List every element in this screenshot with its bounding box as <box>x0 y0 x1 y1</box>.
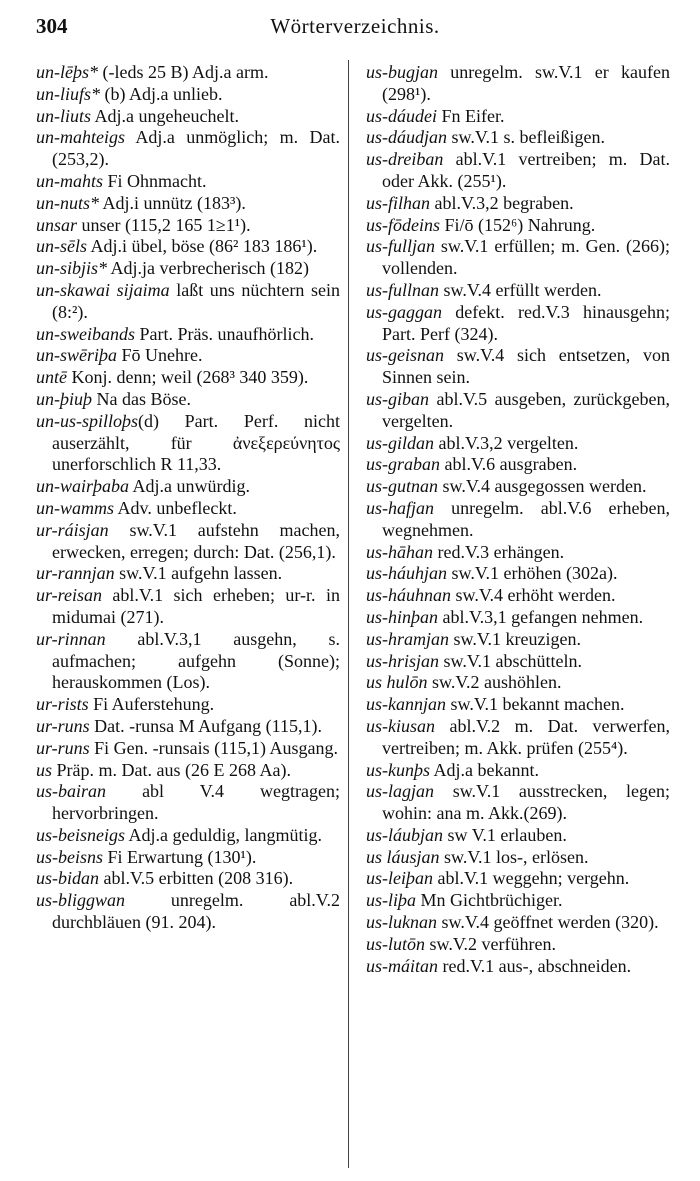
dictionary-entry <box>366 760 670 782</box>
dictionary-entry <box>36 171 340 193</box>
entry-headword: us-leiþan <box>366 868 433 889</box>
entry-headword: us-bidan <box>36 868 99 889</box>
entry-definition: sw.V.4 geöffnet werden (320). <box>437 912 659 933</box>
entry-definition: Part. Präs. unaufhörlich. <box>135 323 314 344</box>
entry-definition: sw.V.1 los-, erlösen. <box>439 846 589 867</box>
entry-definition: abl.V.1 sich erheben; ur-r. in midumai (271). <box>52 585 340 627</box>
entry-headword: us-graban <box>366 454 441 475</box>
entry-definition: sw.V.4 ausgegossen werden. <box>438 476 647 497</box>
entry-headword: us-luknan <box>366 912 437 933</box>
entry-headword: un-wairþaba <box>36 476 130 497</box>
entry-headword: un-þiuþ <box>36 388 92 409</box>
entry-headword: un-wamms <box>36 497 115 518</box>
entry-definition: sw.V.1 s. befleißigen. <box>447 127 605 148</box>
dictionary-entry <box>366 302 670 346</box>
dictionary-entry <box>366 345 670 389</box>
entry-headword: us-fulljan <box>366 236 436 257</box>
entry-headword: us-hrisjan <box>366 650 440 671</box>
entry-headword: us-háuhnan <box>366 585 451 606</box>
entry-headword: us <box>36 759 53 780</box>
dictionary-entry <box>36 367 340 389</box>
entry-headword: us-kunþs <box>366 759 430 780</box>
entry-definition: Fi Auferstehung. <box>88 694 215 715</box>
dictionary-entry <box>36 825 340 847</box>
entry-headword: us-hafjan <box>366 497 435 518</box>
entry-definition: (-leds 25 B) Adj.a arm. <box>98 62 269 82</box>
entry-definition: Mn Gichtbrüchiger. <box>416 890 563 911</box>
entry-headword: us-gutnan <box>366 476 438 497</box>
entry-definition: abl.V.1 vertreiben; m. Dat. oder Akk. (255¹). <box>382 149 670 191</box>
left-column <box>36 62 340 934</box>
dictionary-entry <box>366 280 670 302</box>
entry-headword: us-geisnan <box>366 345 444 366</box>
dictionary-entry <box>36 106 340 128</box>
entry-definition: sw.V.1 abschütteln. <box>439 650 583 671</box>
page-number: 304 <box>36 14 68 38</box>
entry-headword: us-hramjan <box>366 628 450 649</box>
entry-headword: un-mahts <box>36 170 103 191</box>
entry-definition: Adj.a bekannt. <box>430 759 539 780</box>
entry-headword: us-dáudei <box>366 105 437 126</box>
dictionary-entry <box>366 127 670 149</box>
entry-definition: abl.V.1 weggehn; vergehn. <box>433 868 630 889</box>
entry-definition: Präp. m. Dat. aus (26 E 268 Aa). <box>52 759 291 780</box>
entry-definition: sw.V.1 kreuzigen. <box>449 628 581 649</box>
dictionary-entry <box>366 215 670 237</box>
entry-definition: red.V.3 erhängen. <box>433 541 565 562</box>
entry-headword: us-dáudjan <box>366 127 447 148</box>
entry-definition: Adj.ja verbrecherisch (182) <box>107 258 309 279</box>
entry-definition: sw.V.1 erhöhen (302a). <box>447 563 618 584</box>
entry-headword: un-nuts* <box>36 192 99 213</box>
entry-definition: Fi Erwartung (130¹). <box>103 846 257 867</box>
entry-headword: ur-rists <box>36 694 89 715</box>
dictionary-entry <box>36 62 340 84</box>
entry-headword: ur-runs <box>36 715 90 736</box>
entry-definition: Konj. denn; weil (268³ 340 359). <box>67 367 309 388</box>
entry-definition: sw.V.2 verführen. <box>425 933 556 954</box>
entry-definition: (b) Adj.a unlieb. <box>100 83 223 104</box>
entry-definition: red.V.1 aus-, abschneiden. <box>438 955 632 976</box>
dictionary-entry <box>366 868 670 890</box>
entry-definition: Adj.a unmöglich; m. Dat. (253,2). <box>52 127 340 170</box>
entry-definition: sw.V.1 bekannt machen. <box>446 694 625 715</box>
dictionary-entry <box>366 607 670 629</box>
entry-headword: ur-runs <box>36 737 90 758</box>
dictionary-entry <box>366 781 670 825</box>
dictionary-entry <box>366 672 670 694</box>
entry-headword: us-lagjan <box>366 781 435 802</box>
entry-headword: us-hinþan <box>366 606 438 627</box>
entry-headword: un-lēþs* <box>36 62 98 82</box>
entry-definition: Fi Ohnmacht. <box>103 170 207 191</box>
entry-definition: abl.V.3,2 begraben. <box>430 192 574 213</box>
dictionary-entry <box>366 890 670 912</box>
entry-definition: abl V.4 wegtragen; hervorbringen. <box>52 781 340 824</box>
entry-headword: un-skawai sijaima <box>36 279 170 300</box>
entry-definition: sw.V.4 sich entsetzen, von Sinnen sein. <box>382 345 670 388</box>
entry-headword: unsar <box>36 214 78 235</box>
entry-headword: us-giban <box>366 388 429 409</box>
dictionary-entry <box>36 847 340 869</box>
entry-definition: abl.V.6 ausgraben. <box>440 454 578 475</box>
entry-headword: un-swēriþa <box>36 345 117 366</box>
dictionary-entry <box>366 236 670 280</box>
entry-definition: Fō Unehre. <box>117 345 203 366</box>
entry-definition: abl.V.3,1 ausgehn, s. aufmachen; aufgehn (Sonne); herauskommen (Los). <box>52 628 340 693</box>
entry-definition: sw.V.2 aushöhlen. <box>427 672 562 693</box>
entry-headword: us-liþa <box>366 890 417 911</box>
entry-definition: unser (115,2 165 1≥1¹). <box>77 214 251 235</box>
column-divider <box>348 60 349 1168</box>
dictionary-entry <box>366 498 670 542</box>
dictionary-entry <box>366 193 670 215</box>
dictionary-entry <box>36 127 340 171</box>
entry-headword: us-gildan <box>366 432 435 453</box>
entry-definition: abl.V.2 m. Dat. verwerfen, vertreiben; m. Akk. prüfen (255⁴). <box>382 715 670 758</box>
entry-definition: Na das Böse. <box>92 388 191 409</box>
dictionary-entry <box>36 585 340 629</box>
entry-headword: us-dreiban <box>366 149 444 170</box>
entry-headword: us-bairan <box>36 781 107 802</box>
entry-headword: ur-ráisjan <box>36 519 109 540</box>
dictionary-entry <box>36 324 340 346</box>
entry-headword: un-liufs* <box>36 83 101 104</box>
entry-definition: abl.V.3,2 vergelten. <box>434 432 579 453</box>
entry-definition: unregelm. sw.V.1 er kaufen (298¹). <box>382 62 670 104</box>
dictionary-entry <box>36 215 340 237</box>
entry-headword: ur-rinnan <box>36 628 106 649</box>
dictionary-entry <box>366 476 670 498</box>
dictionary-entry <box>366 62 670 106</box>
entry-headword: us-háuhjan <box>366 563 447 584</box>
entry-headword: us-láubjan <box>366 824 444 845</box>
entry-definition: abl.V.5 ausgeben, zurückgeben, vergelten. <box>382 388 670 431</box>
entry-definition: Fi Gen. -runsais (115,1) Ausgang. <box>89 737 338 758</box>
entry-definition: Fi/ō (152⁶) Nahrung. <box>440 214 596 235</box>
entry-definition: (d) Part. Perf. nicht auserzählt, für ἀνεξερεύνητος unerforschlich R 11,33. <box>52 410 340 475</box>
entry-definition: laßt uns nüchtern sein (8:²). <box>52 279 340 322</box>
entry-headword: un-mahteigs <box>36 127 125 148</box>
page-title: Wörterverzeichnis. <box>270 14 440 38</box>
entry-definition: Dat. -runsa M Aufgang (115,1). <box>89 715 322 736</box>
dictionary-entry <box>36 258 340 280</box>
entry-definition: Adj.a unwürdig. <box>129 476 251 497</box>
entry-definition: Adj.i übel, böse (86² 183 186¹). <box>87 236 318 257</box>
dictionary-entry <box>366 629 670 651</box>
dictionary-entry <box>366 454 670 476</box>
dictionary-entry <box>36 280 340 324</box>
dictionary-entry <box>366 433 670 455</box>
dictionary-entry <box>36 389 340 411</box>
entry-definition: sw.V.4 erfüllt werden. <box>439 279 602 300</box>
entry-definition: sw.V.1 erfüllen; m. Gen. (266); vollenden. <box>382 236 670 279</box>
entry-headword: us-máitan <box>366 955 438 976</box>
entry-headword: us-kiusan <box>366 715 435 736</box>
entry-headword: us-kannjan <box>366 694 446 715</box>
dictionary-entry <box>36 84 340 106</box>
dictionary-entry <box>36 193 340 215</box>
page-header <box>36 14 674 46</box>
dictionary-entry <box>36 411 340 476</box>
dictionary-entry <box>366 651 670 673</box>
dictionary-entry <box>36 890 340 934</box>
entry-headword: un-sweibands <box>36 323 135 344</box>
entry-headword: un-sibjis* <box>36 258 108 279</box>
dictionary-entry <box>366 149 670 193</box>
entry-definition: sw.V.1 ausstrecken, legen; wohin: ana m. Akk.(269). <box>382 781 670 824</box>
dictionary-entry <box>36 716 340 738</box>
dictionary-entry <box>366 956 670 978</box>
dictionary-entry <box>366 912 670 934</box>
dictionary-entry <box>36 345 340 367</box>
entry-headword: us láusjan <box>366 846 440 867</box>
entry-headword: us-beisneigs <box>36 824 125 845</box>
dictionary-entry <box>366 716 670 760</box>
entry-headword: us-fullnan <box>366 279 440 300</box>
entry-headword: un-sēls <box>36 236 87 257</box>
entry-headword: us-bugjan <box>366 62 438 82</box>
entry-headword: us-beisns <box>36 846 103 867</box>
dictionary-entry <box>36 760 340 782</box>
entry-headword: untē <box>36 367 67 388</box>
entry-definition: sw.V.4 erhöht werden. <box>451 585 616 606</box>
entry-definition: sw V.1 erlauben. <box>443 824 567 845</box>
dictionary-entry <box>366 694 670 716</box>
entry-definition: sw.V.1 aufgehn lassen. <box>114 563 283 584</box>
entry-headword: un-us-spilloþs <box>36 410 139 431</box>
dictionary-entry <box>36 781 340 825</box>
dictionary-entry <box>366 585 670 607</box>
entry-definition: Adv. unbefleckt. <box>114 497 237 518</box>
entry-headword: ur-reisan <box>36 585 102 606</box>
entry-headword: us-gaggan <box>366 301 442 322</box>
entry-headword: us-fōdeins <box>366 214 440 235</box>
entry-definition: defekt. red.V.3 hinausgehn; Part. Perf (324). <box>382 301 670 344</box>
entry-headword: us-lutōn <box>366 933 426 954</box>
entry-definition: unregelm. abl.V.6 erheben, wegnehmen. <box>382 497 670 540</box>
entry-definition: Adj.a ungeheuchelt. <box>91 105 239 126</box>
dictionary-entry <box>36 476 340 498</box>
right-column <box>366 62 670 977</box>
dictionary-entry <box>366 847 670 869</box>
entry-headword: us hulōn <box>366 672 428 693</box>
entry-definition: Adj.i unnütz (183³). <box>99 192 246 213</box>
dictionary-entry <box>366 542 670 564</box>
dictionary-entry <box>36 520 340 564</box>
dictionary-entry <box>366 389 670 433</box>
entry-headword: un-liuts <box>36 105 92 126</box>
dictionary-entry <box>36 498 340 520</box>
dictionary-entry <box>36 868 340 890</box>
dictionary-entry <box>36 563 340 585</box>
dictionary-entry <box>366 934 670 956</box>
entry-definition: Adj.a geduldig, langmütig. <box>125 824 322 845</box>
entry-definition: abl.V.5 erbitten (208 316). <box>99 868 294 889</box>
entry-definition: Fn Eifer. <box>437 105 505 126</box>
dictionary-entry <box>36 738 340 760</box>
dictionary-entry <box>366 563 670 585</box>
dictionary-entry <box>36 629 340 694</box>
entry-definition: sw.V.1 aufstehn machen, erwecken, erregen; durch: Dat. (256,1). <box>52 519 340 562</box>
entry-definition: abl.V.3,1 gefangen nehmen. <box>438 606 644 627</box>
entry-headword: us-hāhan <box>366 541 433 562</box>
dictionary-entry <box>36 694 340 716</box>
entry-definition: unregelm. abl.V.2 durchbläuen (91. 204). <box>52 890 340 933</box>
entry-headword: us-filhan <box>366 192 431 213</box>
dictionary-entry <box>366 825 670 847</box>
entry-headword: us-bliggwan <box>36 890 126 911</box>
dictionary-entry <box>366 106 670 128</box>
entry-headword: ur-rannjan <box>36 563 115 584</box>
dictionary-entry <box>36 236 340 258</box>
